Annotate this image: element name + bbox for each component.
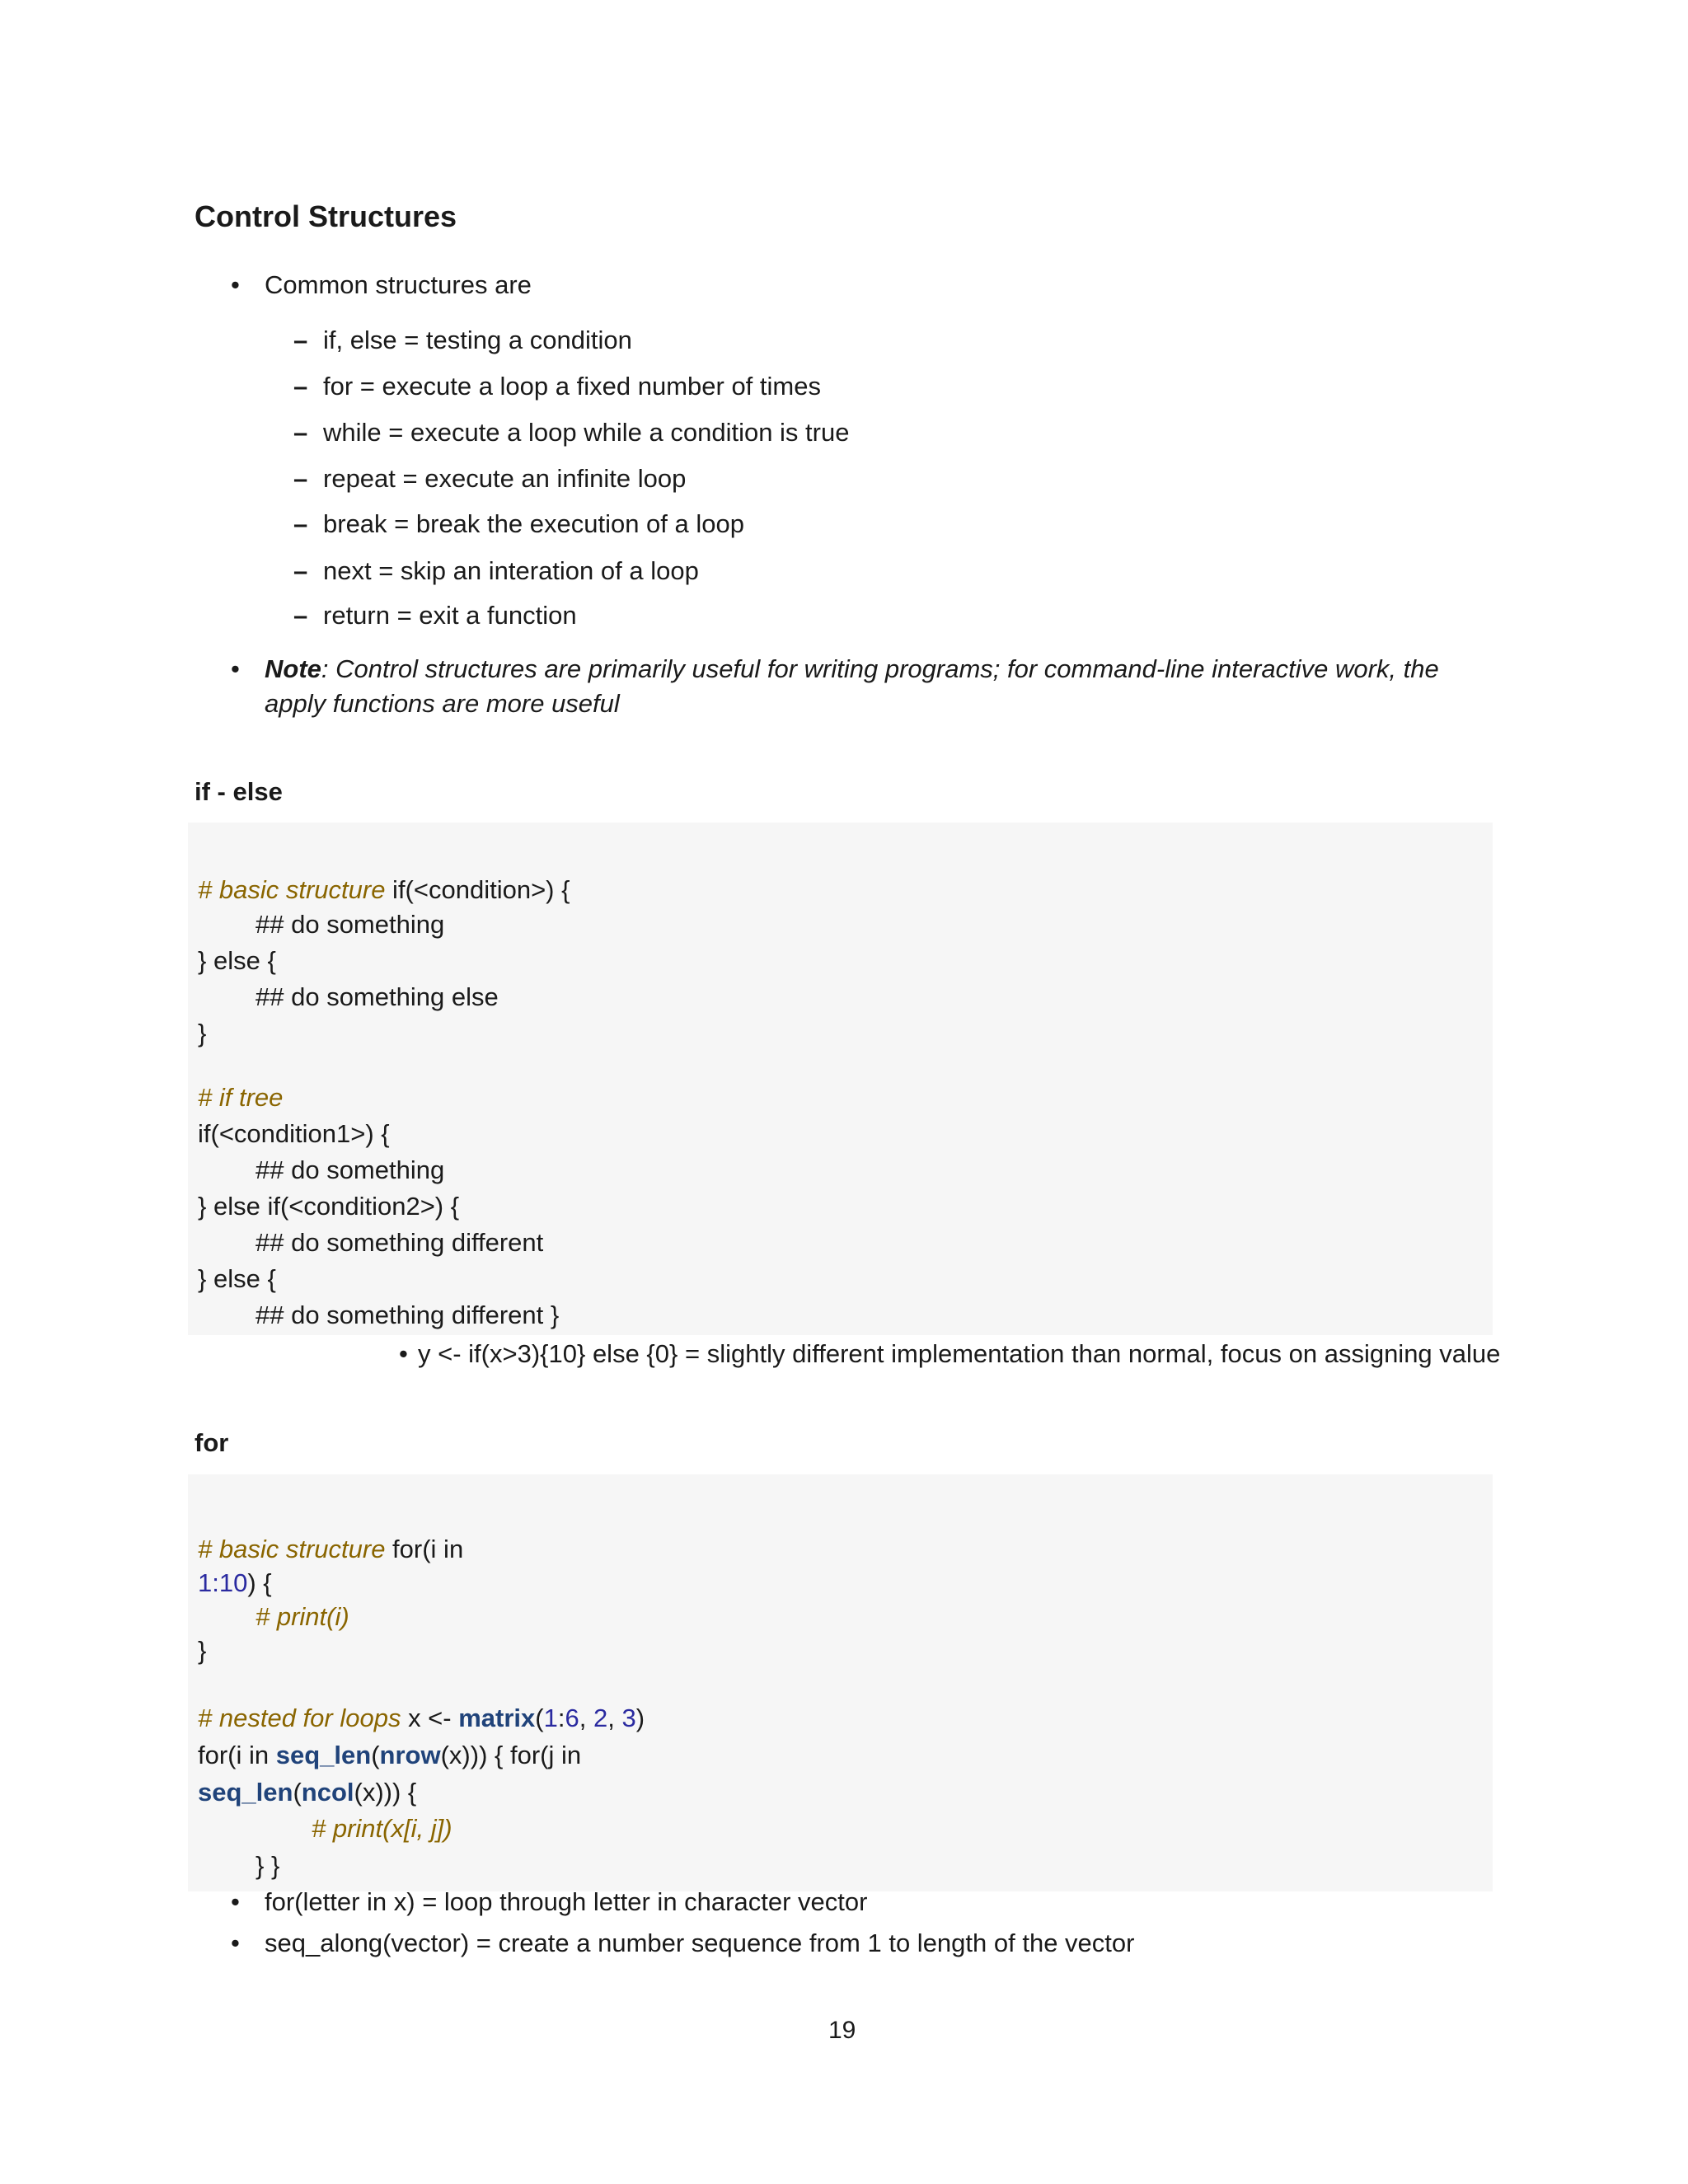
code-line [198, 1778, 416, 1807]
structure-item: while = execute a loop while a condition is true [323, 418, 850, 447]
code-function: nrow [379, 1741, 441, 1769]
code-text: : [557, 1704, 565, 1732]
dash-marker: – [293, 464, 308, 493]
page-heading: Control Structures [195, 199, 457, 233]
code-line: ## do something else [256, 982, 499, 1011]
if-else-bullet-text: y <- if(x>3){10} else {0} = slightly different implementation than normal, focus on assigning value [418, 1339, 1501, 1368]
code-line: ## do something [256, 910, 445, 939]
code-text: for(i in [198, 1741, 276, 1769]
structure-item: next = skip an interation of a loop [323, 556, 699, 585]
code-text: (x))) { [354, 1778, 417, 1807]
bullet-dot: • [231, 654, 240, 683]
structure-item: if, else = testing a condition [323, 326, 632, 354]
code-function: matrix [458, 1704, 536, 1732]
code-text: ( [371, 1741, 380, 1769]
code-comment: # nested for loops [198, 1704, 401, 1732]
structure-item: return = exit a function [323, 601, 577, 630]
bullet-dot: • [231, 1887, 240, 1916]
code-text: ( [535, 1704, 544, 1732]
code-comment: # if tree [198, 1083, 284, 1112]
bullet-dot: • [231, 1929, 240, 1957]
for-bullet-text: seq_along(vector) = create a number sequence from 1 to length of the vector [265, 1929, 1135, 1957]
code-line [198, 1704, 645, 1733]
code-text: , [607, 1704, 622, 1732]
code-line: } else if(<condition2>) { [198, 1192, 460, 1221]
code-text: , [579, 1704, 593, 1732]
for-bullet-text: for(letter in x) = loop through letter in character vector [265, 1887, 868, 1916]
dash-marker: – [293, 509, 308, 538]
code-line: } else { [198, 946, 276, 975]
dash-marker: – [293, 418, 308, 447]
code-number: 2 [593, 1704, 608, 1732]
bullet-dot: • [231, 270, 240, 299]
note-line-1 [265, 654, 1439, 684]
code-line [198, 875, 570, 905]
code-line: } else { [198, 1264, 276, 1293]
code-line: } [198, 1019, 207, 1047]
dash-marker: – [293, 556, 308, 585]
code-text: ( [293, 1778, 302, 1807]
if-else-heading: if - else [195, 777, 283, 806]
page-number: 19 [828, 2017, 856, 2044]
structure-item: for = execute a loop a fixed number of times [323, 372, 821, 401]
code-line: ## do something [256, 1155, 445, 1184]
code-number: 6 [565, 1704, 579, 1732]
for-heading: for [195, 1428, 229, 1457]
code-comment: # print(i) [256, 1602, 349, 1631]
code-function: ncol [301, 1778, 354, 1807]
code-text: for(i in [385, 1535, 464, 1563]
code-text: (x))) { for(j in [440, 1741, 582, 1769]
code-line: ## do something different [256, 1228, 544, 1257]
dash-marker: – [293, 601, 308, 630]
bullet-dot: • [399, 1339, 408, 1368]
code-function: seq_len [198, 1778, 293, 1807]
code-function: seq_len [275, 1741, 372, 1769]
code-line: } [198, 1636, 207, 1665]
code-line [198, 1741, 581, 1770]
code-text: if(<condition>) { [385, 875, 570, 904]
code-text: x <- [401, 1704, 459, 1732]
code-comment: # print(x[i, j]) [312, 1814, 452, 1843]
code-number: 3 [621, 1704, 636, 1732]
code-number: 1:10 [198, 1568, 248, 1597]
structure-item: break = break the execution of a loop [323, 509, 744, 538]
code-text: ) { [247, 1568, 272, 1597]
code-comment: # basic structure [198, 1535, 386, 1563]
intro-bullet-text: Common structures are [265, 270, 532, 299]
code-line: } } [256, 1851, 280, 1880]
dash-marker: – [293, 326, 308, 354]
code-line: ## do something different } [256, 1301, 560, 1329]
structure-item: repeat = execute an infinite loop [323, 464, 687, 493]
code-number: 1 [543, 1704, 558, 1732]
note-label: Note [265, 654, 321, 683]
note-text: : Control structures are primarily useful for writing programs; for command-line interactive work, the [321, 654, 1439, 683]
code-line: if(<condition1>) { [198, 1119, 390, 1148]
code-line [198, 1568, 272, 1598]
note-line-2: apply functions are more useful [265, 689, 620, 718]
code-text: ) [635, 1704, 645, 1732]
dash-marker: – [293, 372, 308, 401]
code-comment: # basic structure [198, 875, 386, 904]
code-line [198, 1535, 463, 1564]
